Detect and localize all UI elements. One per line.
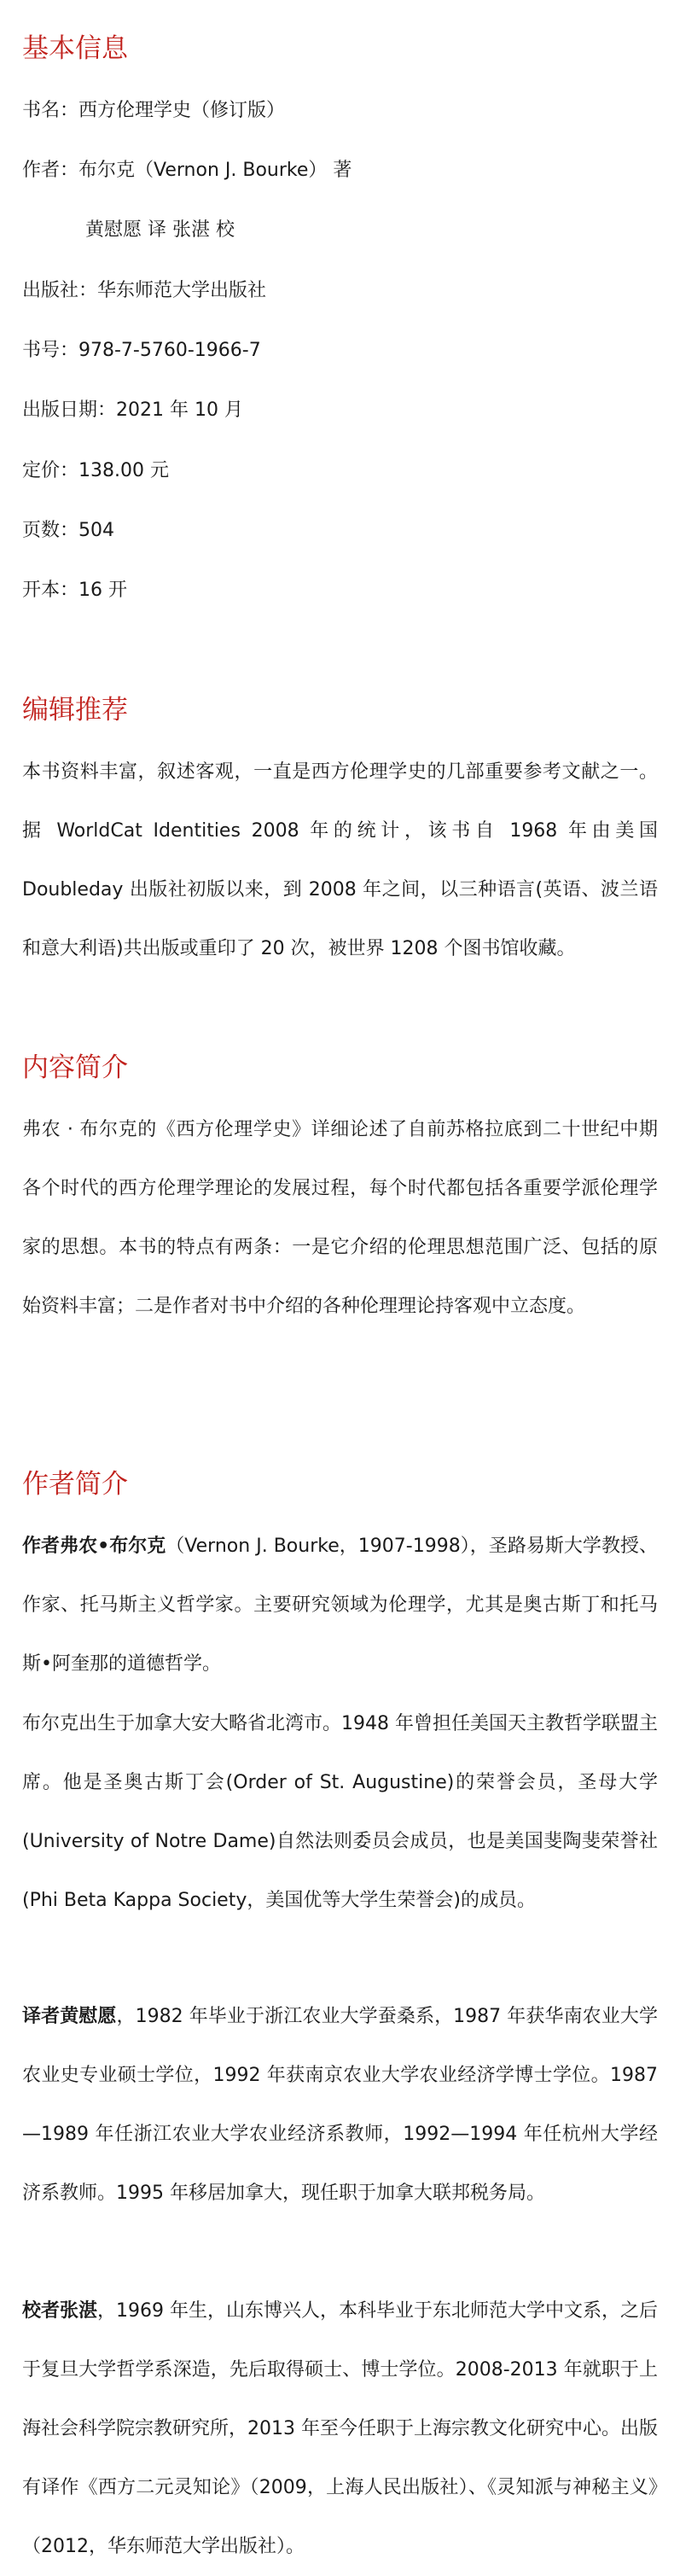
editor-recommendation-body: 本书资料丰富，叙述客观，一直是西方伦理学史的几部重要参考文献之一。据 WorldCat Identities 2008 年的统计，该书自 1968 年由美国 Doubleday 出版社初版以来，到 2008 年之间，以三种语言(英语、波兰语和意大利语)共出版或重印了 20 次，被世界 1208 个图书馆收藏。 [22, 761, 658, 959]
authors-heading: 作者简介 [22, 1469, 128, 1500]
reviewer-zhang-text: ，1969 年生，山东博兴人，本科毕业于东北师范大学中文系，之后于复旦大学哲学系深造，先后取得硕士、博士学位。2008-2013 年就职于上海社会科学院宗教研究所，2013 年至今任职于上海宗教文化研究中心。出版有译作《西方二元灵知论》（2009，上海人民出版社）、《灵知派与神秘主义》（2012，华东师范大学出版社）。 [22, 2300, 658, 2557]
book-pub-date: 出版日期：2021 年 10 月 [22, 399, 243, 421]
reviewer-zhang-name: 校者张湛 [22, 2300, 98, 2322]
book-pages: 页数：504 [22, 520, 114, 541]
basic-info-heading: 基本信息 [22, 33, 128, 64]
summary-body: 弗农 · 布尔克的《西方伦理学史》详细论述了自前苏格拉底到二十世纪中期各个时代的西方伦理学理论的发展过程，每个时代都包括各重要学派伦理学家的思想。本书的特点有两条：一是它介绍的伦理思想范围广泛、包括的原始资料丰富；二是作者对书中介绍的各种伦理理论持客观中立态度。 [22, 1119, 658, 1317]
book-title: 书名：西方伦理学史（修订版） [22, 100, 286, 121]
author-bourke-text: （Vernon J. Bourke，1907-1998），圣路易斯大学教授、作家、托马斯主义哲学家。主要研究领域为伦理学，尤其是奥古斯丁和托马斯•阿奎那的道德哲学。 [22, 1536, 658, 1675]
book-publisher: 出版社：华东师范大学出版社 [22, 280, 267, 301]
book-price: 定价：138.00 元 [22, 460, 169, 481]
author-bourke-bio-2: 布尔克出生于加拿大安大略省北湾市。1948 年曾担任美国天主教哲学联盟主席。他是圣奥古斯丁会(Order of St. Augustine)的荣誉会员，圣母大学(University of Notre Dame)自然法则委员会成员，也是美国斐陶斐荣誉社(Phi Beta Kappa Society，美国优等大学生荣誉会)的成员。 [22, 1713, 658, 1911]
author-bourke-bio [22, 1517, 658, 1693]
book-format: 开本：16 开 [22, 580, 127, 601]
translator-huang-text: ，1982 年毕业于浙江农业大学蚕桑系，1987 年获华南农业大学农业史专业硕士学位，1992 年获南京农业大学农业经济学博士学位。1987—1989 年任浙江农业大学农业经济系教师，1992—1994 年任杭州大学经济系教师。1995 年移居加拿大，现任职于加拿大联邦税务局。 [22, 2006, 658, 2204]
editor-recommendation-heading: 编辑推荐 [22, 695, 128, 726]
translator-huang-bio [22, 1987, 658, 2223]
reviewer-zhang-bio [22, 2282, 658, 2576]
summary-heading: 内容简介 [22, 1052, 128, 1083]
book-translators: 黄慰愿 译 张湛 校 [85, 219, 235, 241]
book-isbn: 书号：978-7-5760-1966-7 [22, 340, 261, 361]
book-author: 作者：布尔克（Vernon J. Bourke） 著 [22, 160, 352, 181]
author-bourke-name: 作者弗农•布尔克 [22, 1536, 166, 1557]
translator-huang-name: 译者黄慰愿 [22, 2006, 117, 2027]
